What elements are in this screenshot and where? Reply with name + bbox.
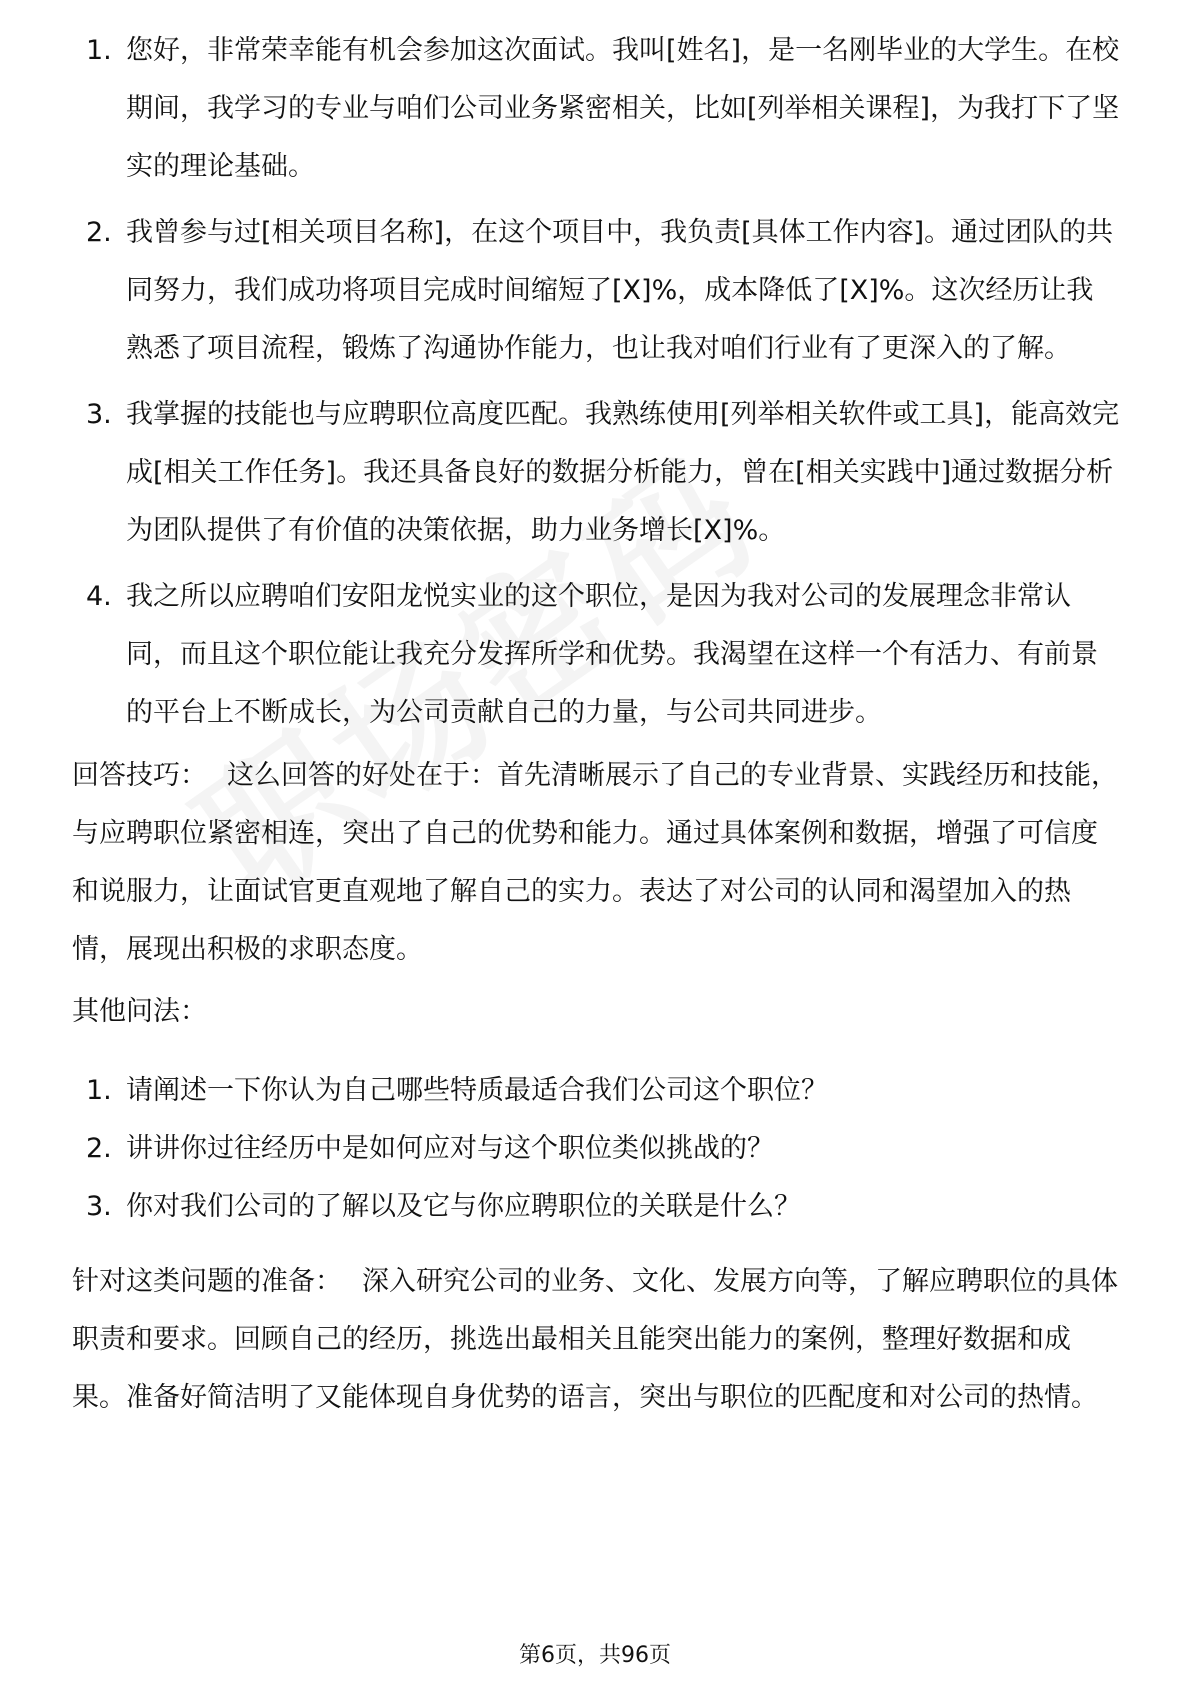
- page-number: 第6页，共96页: [519, 1643, 671, 1668]
- list-item: [70, 1121, 1120, 1177]
- list-number: 3.: [86, 399, 112, 430]
- other-questions-list: [70, 1063, 1120, 1237]
- answer-list: [70, 22, 1120, 750]
- other-questions-heading: 其他问法：: [72, 996, 207, 1027]
- list-number: 2.: [86, 1133, 112, 1164]
- list-item-text: 您好，非常荣幸能有机会参加这次面试。我叫[姓名]，是一名刚毕业的大学生。在校期间，我学习的专业与咱们公司业务紧密相关，比如[列举相关课程]，为我打下了坚实的理论基础。: [126, 35, 1120, 182]
- list-item-text: 讲讲你过往经历中是如何应对与这个职位类似挑战的？: [126, 1133, 774, 1164]
- list-number: 3.: [86, 1191, 112, 1222]
- tips-text: 这么回答的好处在于：首先清晰展示了自己的专业背景、实践经历和技能，与应聘职位紧密相连，突出了自己的优势和能力。通过具体案例和数据，增强了可信度和说服力，让面试官更直观地了解自己的实力。表达了对公司的认同和渴望加入的热情，展现出积极的求职态度。: [72, 760, 1118, 965]
- preparation-label: 针对这类问题的准备：: [72, 1266, 342, 1297]
- list-item-text: 我掌握的技能也与应聘职位高度匹配。我熟练使用[列举相关软件或工具]，能高效完成[相关工作任务]。我还具备良好的数据分析能力，曾在[相关实践中]通过数据分析为团队提供了有价值的决策依据，助力业务增长[X]%。: [126, 399, 1120, 546]
- list-number: 4.: [86, 581, 112, 612]
- preparation-paragraph: [72, 1253, 1122, 1427]
- list-item: [70, 1179, 1120, 1235]
- list-item: [70, 386, 1120, 560]
- list-item-text: 我之所以应聘咱们安阳龙悦实业的这个职位，是因为我对公司的发展理念非常认同，而且这个职位能让我充分发挥所学和优势。我渴望在这样一个有活力、有前景的平台上不断成长，为公司贡献自己的力量，与公司共同进步。: [126, 581, 1098, 728]
- list-item: [70, 1063, 1120, 1119]
- list-number: 1.: [86, 1075, 112, 1106]
- list-item-text: 请阐述一下你认为自己哪些特质最适合我们公司这个职位？: [126, 1075, 828, 1106]
- list-item-text: 我曾参与过[相关项目名称]，在这个项目中，我负责[具体工作内容]。通过团队的共同努力，我们成功将项目完成时间缩短了[X]%，成本降低了[X]%。这次经历让我熟悉了项目流程，锻炼了沟通协作能力，也让我对咱们行业有了更深入的了解。: [126, 217, 1114, 364]
- preparation-text: 深入研究公司的业务、文化、发展方向等，了解应聘职位的具体职责和要求。回顾自己的经历，挑选出最相关且能突出能力的案例，整理好数据和成果。准备好简洁明了又能体现自身优势的语言，突出与职位的匹配度和对公司的热情。: [72, 1266, 1118, 1413]
- list-item: [70, 204, 1120, 378]
- tips-label: 回答技巧：: [72, 760, 207, 791]
- tips-paragraph: [72, 747, 1122, 979]
- list-item: [70, 22, 1120, 196]
- list-number: 1.: [86, 35, 112, 66]
- list-number: 2.: [86, 217, 112, 248]
- list-item-text: 你对我们公司的了解以及它与你应聘职位的关联是什么？: [126, 1191, 801, 1222]
- list-item: [70, 568, 1120, 742]
